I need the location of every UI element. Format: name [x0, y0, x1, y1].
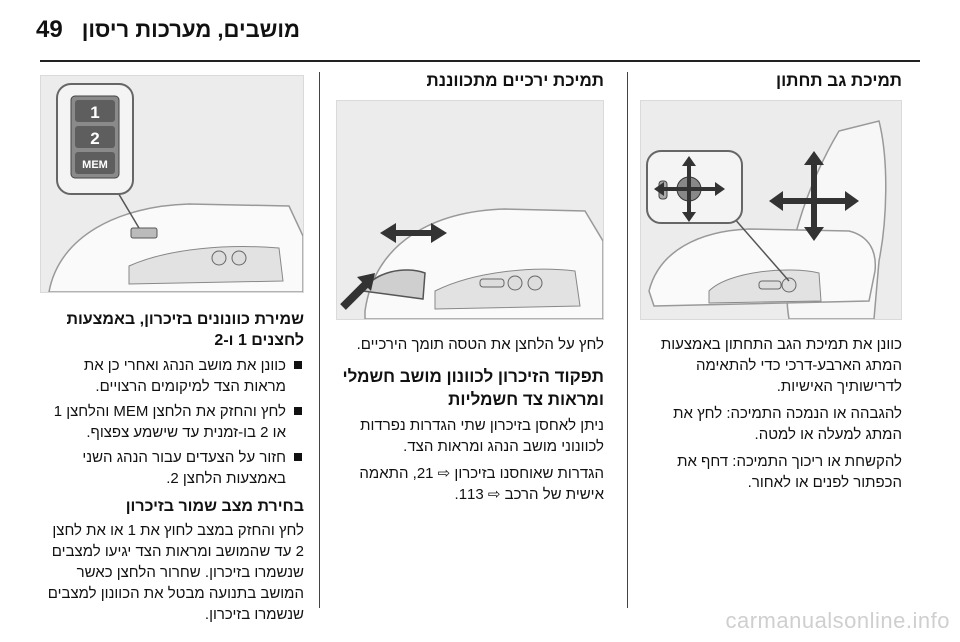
lumbar-seat-figure: [640, 100, 902, 320]
memory-reference-text: הגדרות שאוחסנו בזיכרון ⇨ 21, התאמה אישית של הרכב ⇨ 113.: [359, 465, 604, 503]
memory-function-heading: תפקוד הזיכרון לכוונון מושב חשמלי ומראות צד חשמליות: [342, 367, 604, 409]
lumbar-seat-illustration: [640, 101, 901, 319]
memory-button-mem-label: MEM: [82, 159, 108, 171]
thigh-support-heading: תמיכת ירכיים מתכווננת: [426, 71, 604, 90]
store-settings-heading: שמירת כוונונים בזיכרון, באמצעות לחצנים 1 ו-2: [66, 311, 304, 349]
thigh-support-section: [336, 70, 604, 505]
thigh-support-text: לחץ על הלחצן את הטסה תומך הירכיים.: [356, 336, 604, 353]
page-title: מושבים, מערכות ריסון: [81, 17, 300, 42]
lumbar-support-heading: תמיכת גב תחתון: [776, 71, 902, 90]
thigh-support-figure: [336, 100, 604, 320]
watermark: carmanualsonline.info: [725, 608, 950, 633]
lumbar-height-text: להגבהה או הנמכה התמיכה: לחץ את המתג למעלה או למטה.: [673, 405, 902, 443]
memory-buttons-illustration: [40, 76, 303, 292]
memory-button-1-label: 1: [90, 103, 100, 122]
thigh-support-illustration: [336, 101, 603, 319]
header-divider: [40, 60, 920, 62]
list-item: חזור על הצעדים עבור הנהג השני באמצעות הלחצן 2.: [40, 447, 304, 489]
lumbar-firmness-text: להקשחת או ריכוך התמיכה: דחף את הכפתור לפנים או לאחור.: [677, 453, 902, 491]
lumbar-support-section: [640, 70, 902, 493]
column-divider-right: [627, 72, 628, 608]
store-settings-steps: [40, 355, 304, 489]
list-item: כוונן את מושב הנהג ואחרי כן את מראות הצד למיקומים הרצויים.: [40, 355, 304, 397]
memory-button-2-label: 2: [90, 129, 100, 148]
recall-settings-heading: בחירת מצב שמור בזיכרון: [125, 498, 304, 515]
column-divider-left: [319, 72, 320, 608]
list-item: לחץ והחזק את הלחצן MEM והלחצן 1 או 2 בו-זמנית עד שישמע צפצוף.: [40, 401, 304, 443]
recall-settings-text: לחץ והחזק במצב לחוץ את 1 או את לחצן 2 עד שהמושב ומראות הצד יגיעו למצבים שנשמרו בזיכרון. שחרור הלחצן כאשר המושב בתנועה מבטל את הכוונון למצבים שנשמרו בזיכרון.: [47, 522, 304, 623]
lumbar-intro-text: כוונן את תמיכת הגב התחתון באמצעות המתג הארבע-דרכי כדי להתאימה לדרישותיך האישיות.: [660, 336, 902, 395]
memory-function-text: ניתן לאחסן בזיכרון שתי הגדרות נפרדות לכוונוני מושב הנהג ומראות הצד.: [360, 417, 604, 455]
memory-buttons-section: [40, 70, 304, 625]
page-number: 49: [36, 16, 63, 43]
memory-buttons-figure: [40, 75, 304, 293]
